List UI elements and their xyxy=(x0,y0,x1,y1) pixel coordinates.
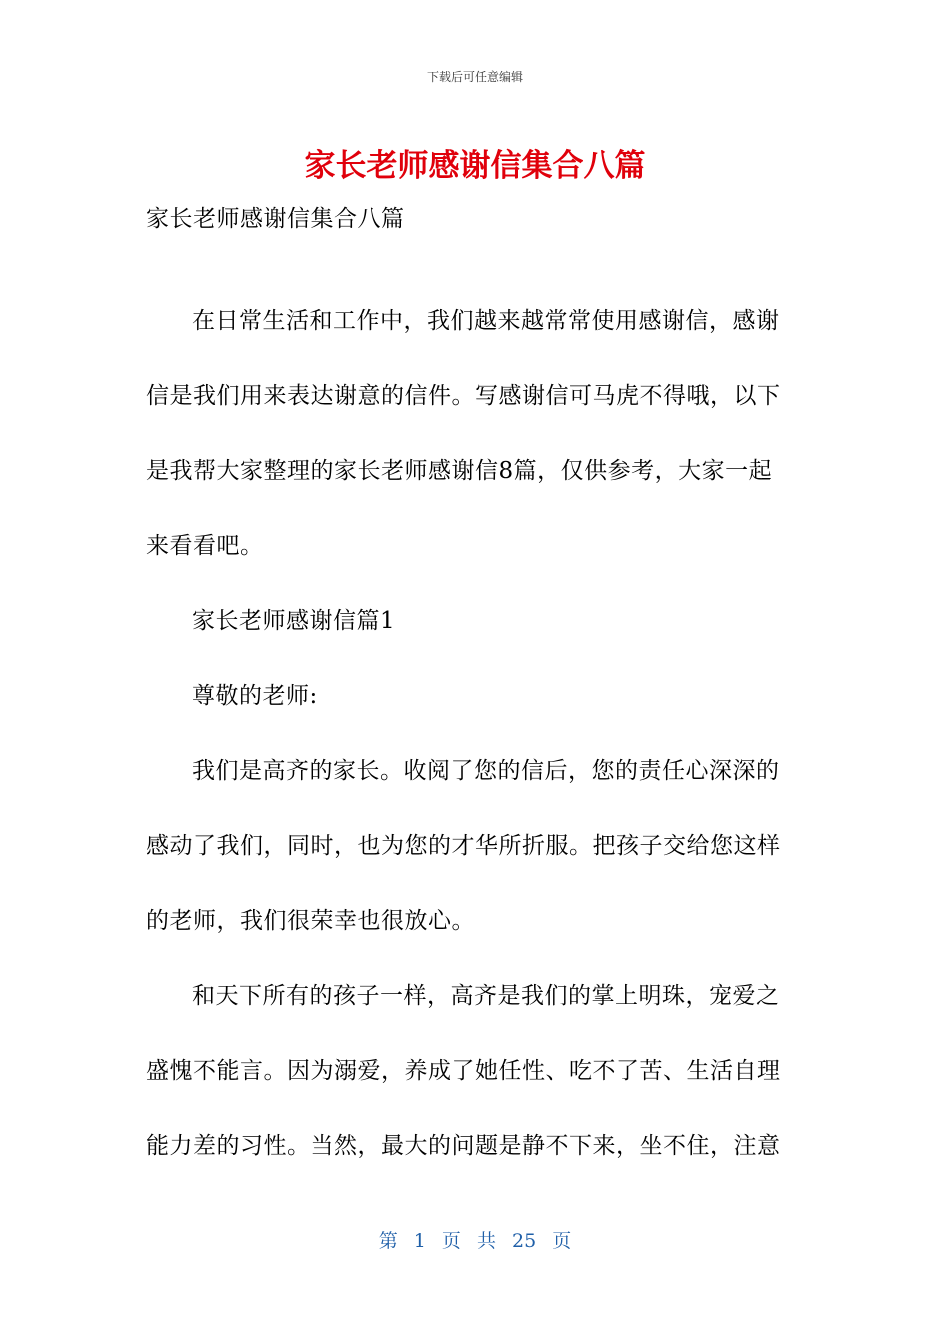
page-number-footer: 第 1 页 共 25 页 xyxy=(378,1230,572,1252)
document-subtitle: 家长老师感谢信集合八篇 xyxy=(146,206,405,232)
paragraph-letter-1: 我们是高齐的家长。收阅了您的信后，您的责任心深深的感动了我们，同时，也为您的才华所折服。把孩子交给您这样的老师，我们很荣幸也很放心。 xyxy=(146,758,781,934)
paragraph-letter-2: 和天下所有的孩子一样，高齐是我们的掌上明珠，宠爱之盛愧不能言。因为溺爱，养成了她任性、吃不了苦、生活自理能力差的习性。当然，最大的问题是静不下来，坐不住，注意 xyxy=(146,983,781,1159)
document-body xyxy=(146,200,794,1184)
paragraph-intro: 在日常生活和工作中，我们越来越常常使用感谢信，感谢信是我们用来表达谢意的信件。写感谢信可马虎不得哦，以下是我帮大家整理的家长老师感谢信8篇，仅供参考，大家一起来看看吧。 xyxy=(146,308,781,559)
header-note: 下载后可任意编辑 xyxy=(426,70,523,84)
document-title: 家长老师感谢信集合八篇 xyxy=(304,148,646,184)
letter-salutation: 尊敬的老师: xyxy=(192,683,318,709)
section-heading: 家长老师感谢信篇1 xyxy=(192,608,396,634)
